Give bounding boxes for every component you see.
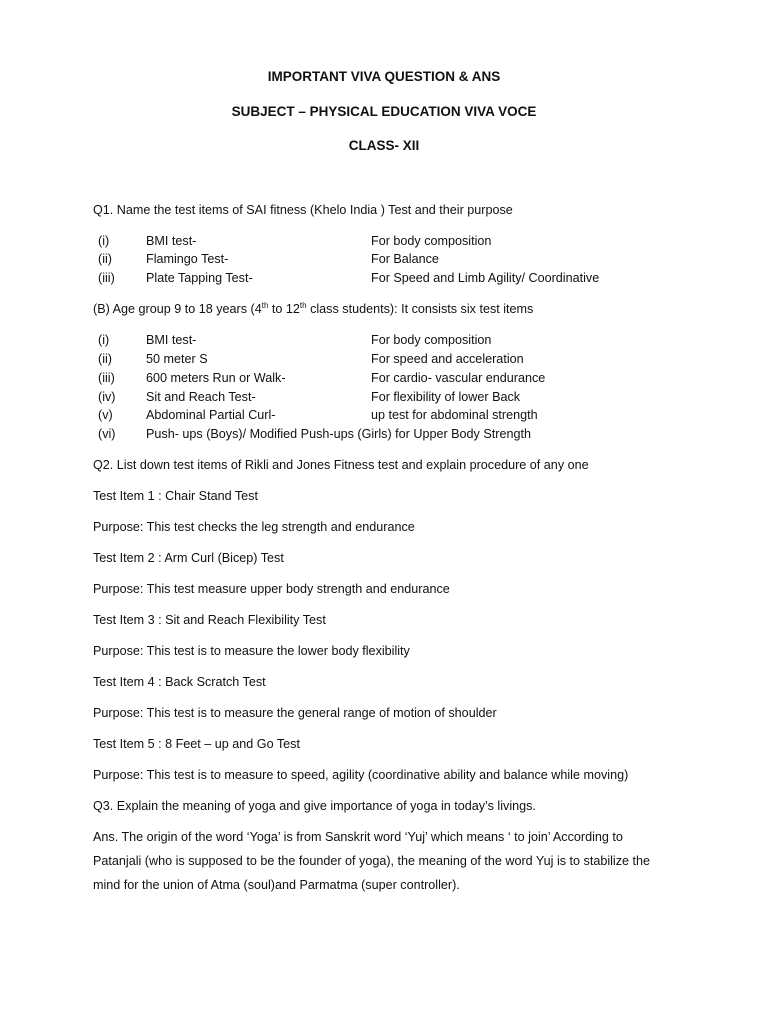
document-class: CLASS- XII <box>348 138 420 153</box>
list-a-row-2 <box>0 252 768 270</box>
q2-question: Q2. List down test items of Rikli and Jones Fitness test and explain procedure of any one <box>93 458 589 472</box>
test-item-5: Test Item 5 : 8 Feet – up and Go Test <box>93 737 300 751</box>
q1-part-b-heading <box>93 302 533 316</box>
test-item-2-purpose: Purpose: This test measure upper body strength and endurance <box>93 582 450 596</box>
document-subject: SUBJECT – PHYSICAL EDUCATION VIVA VOCE <box>231 104 537 119</box>
list-a-row-1 <box>0 234 768 252</box>
list-b-item: BMI test- <box>146 333 197 347</box>
list-b-item: 600 meters Run or Walk- <box>146 371 286 385</box>
list-b-purpose: For cardio- vascular endurance <box>371 371 546 385</box>
part-b-prefix: (B) Age group 9 to 18 years (4 <box>93 302 262 316</box>
list-a-item: Plate Tapping Test- <box>146 271 253 285</box>
list-b-item: 50 meter S <box>146 352 208 366</box>
list-a-num: (ii) <box>98 252 112 266</box>
list-b-item: Abdominal Partial Curl- <box>146 408 276 422</box>
list-a-purpose: For Balance <box>371 252 439 266</box>
list-b-row-1 <box>0 333 768 351</box>
list-b-purpose: For body composition <box>371 333 492 347</box>
q1-question: Q1. Name the test items of SAI fitness (Khelo India ) Test and their purpose <box>93 203 513 217</box>
list-a-purpose: For body composition <box>371 234 492 248</box>
q3-question: Q3. Explain the meaning of yoga and give importance of yoga in today’s livings. <box>93 799 536 813</box>
list-b-num: (v) <box>98 408 113 422</box>
test-item-4-purpose: Purpose: This test is to measure the general range of motion of shoulder <box>93 706 497 720</box>
list-a-item: Flamingo Test- <box>146 252 229 266</box>
list-b-num: (vi) <box>98 427 116 441</box>
part-b-sup-2: th <box>299 300 307 310</box>
q3-answer-line-1: Ans. The origin of the word ‘Yoga’ is from Sanskrit word ‘Yuj’ which means ‘ to join’ According to <box>93 830 623 844</box>
q3-answer-line-2: Patanjali (who is supposed to be the founder of yoga), the meaning of the word Yuj is to stabilize the <box>93 854 651 868</box>
test-item-2: Test Item 2 : Arm Curl (Bicep) Test <box>93 551 284 565</box>
test-item-1: Test Item 1 : Chair Stand Test <box>93 489 258 503</box>
part-b-suffix: class students): It consists six test items <box>306 302 534 316</box>
list-a-purpose: For Speed and Limb Agility/ Coordinative <box>371 271 600 285</box>
list-b-purpose: For flexibility of lower Back <box>371 390 521 404</box>
document-title: IMPORTANT VIVA QUESTION & ANS <box>267 69 501 84</box>
list-b-row-3 <box>0 371 768 389</box>
list-a-num: (iii) <box>98 271 115 285</box>
q3-answer-line-3: mind for the union of Atma (soul)and Parmatma (super controller). <box>93 878 460 892</box>
test-item-5-purpose: Purpose: This test is to measure to speed, agility (coordinative ability and balance while moving) <box>93 768 629 782</box>
test-item-3-purpose: Purpose: This test is to measure the lower body flexibility <box>93 644 410 658</box>
list-b-row-2 <box>0 352 768 370</box>
list-b-purpose: up test for abdominal strength <box>371 408 538 422</box>
part-b-sup-1: th <box>261 300 269 310</box>
part-b-mid: to 12 <box>268 302 300 316</box>
list-b-num: (i) <box>98 333 110 347</box>
list-b-item: Sit and Reach Test- <box>146 390 256 404</box>
list-b-num: (ii) <box>98 352 112 366</box>
list-b-purpose: For speed and acceleration <box>371 352 524 366</box>
test-item-3: Test Item 3 : Sit and Reach Flexibility Test <box>93 613 326 627</box>
list-b-row-5 <box>0 408 768 426</box>
list-b-row-4 <box>0 390 768 408</box>
list-b-full-text: Push- ups (Boys)/ Modified Push-ups (Girls) for Upper Body Strength <box>146 427 531 441</box>
list-a-num: (i) <box>98 234 110 248</box>
test-item-1-purpose: Purpose: This test checks the leg strength and endurance <box>93 520 415 534</box>
list-b-num: (iv) <box>98 390 116 404</box>
list-b-row-6 <box>0 427 768 445</box>
test-item-4: Test Item 4 : Back Scratch Test <box>93 675 266 689</box>
list-a-item: BMI test- <box>146 234 197 248</box>
list-a-row-3 <box>0 271 768 289</box>
list-b-num: (iii) <box>98 371 115 385</box>
